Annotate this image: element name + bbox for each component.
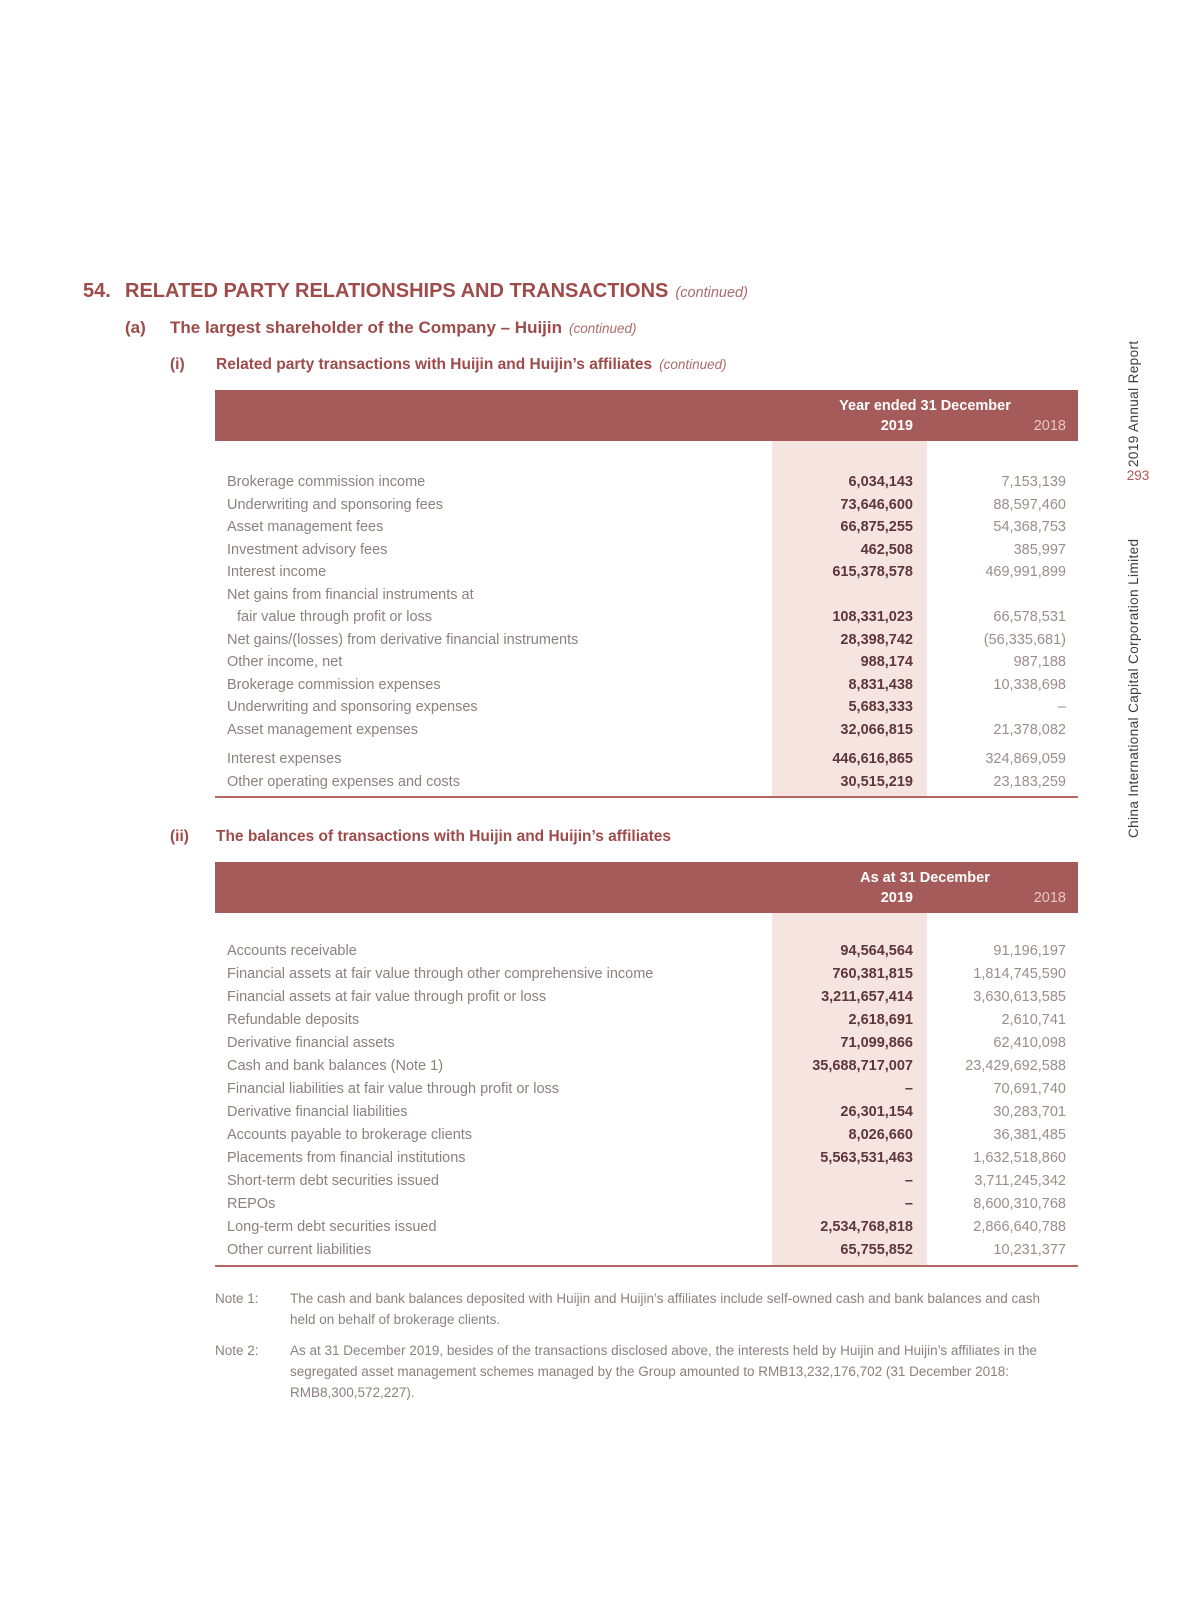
value-2018: 385,997 [1013,541,1066,558]
value-2018: 21,378,082 [993,721,1066,738]
table-row [215,1009,1078,1032]
table-row [215,494,1078,517]
continued-label: (continued) [675,285,748,301]
value-2019: – [904,1173,913,1189]
page-number: 293 [1126,468,1150,483]
value-2019: 66,875,255 [840,519,913,535]
table-row [215,986,1078,1009]
value-2018: 1,632,518,860 [973,1150,1066,1166]
balances-table [215,862,1078,1267]
value-2019: 2,618,691 [848,1012,913,1028]
row-label: Short-term debt securities issued [227,1173,439,1189]
transactions-table-header [215,390,1078,441]
balances-rows [215,940,1078,1262]
table-row [215,1239,1078,1262]
value-2018: 23,183,259 [993,773,1066,790]
table-row [215,748,1078,771]
period-header: Year ended 31 December [839,398,1011,414]
value-2019: 615,378,578 [832,564,913,580]
row-label: Net gains/(losses) from derivative financial instruments [227,631,579,648]
value-2019: 26,301,154 [840,1104,913,1120]
year-columns [772,416,1078,436]
value-2019: – [904,1081,913,1097]
note-2 [215,1340,1060,1403]
value-2018: 8,600,310,768 [973,1196,1066,1212]
value-2019: 108,331,023 [832,609,913,625]
column-header-2018: 2018 [1033,418,1066,434]
table-row [215,1078,1078,1101]
subsection-a-number: (a) [125,318,146,337]
year-columns [772,888,1078,908]
value-2019: 65,755,852 [840,1242,913,1258]
table-row [215,651,1078,674]
value-2019: – [904,1196,913,1212]
value-2019: 73,646,600 [840,496,913,513]
value-2018 [927,584,1078,607]
section-number: 54. [83,280,111,302]
table-row [215,963,1078,986]
value-2019: 988,174 [860,654,913,670]
value-2018: 987,188 [1013,654,1066,670]
balances-table-body [215,913,1078,1267]
value-2018: 3,630,613,585 [973,989,1066,1005]
note-1-text: The cash and bank balances deposited with Huijin and Huijin’s affiliates include self-owned cash and bank balances and cash held on behalf of brokerage clients. [290,1291,1040,1327]
value-2018: 324,869,059 [985,751,1066,767]
value-2018: 10,231,377 [993,1242,1066,1258]
column-header-2018: 2018 [1033,890,1066,906]
value-2018: 7,153,139 [1001,474,1066,490]
balances-table-header [215,862,1078,913]
value-2019: 5,563,531,463 [820,1150,913,1166]
table-row [215,584,1078,607]
period-header: As at 31 December [860,870,990,886]
column-header-2019: 2019 [880,890,913,906]
value-2018: 10,338,698 [993,676,1066,693]
value-2018: 88,597,460 [993,496,1066,513]
row-label: Derivative financial assets [227,1035,395,1051]
row-label: Accounts receivable [227,943,357,959]
value-2019: 446,616,865 [832,751,913,767]
value-2018: 70,691,740 [993,1081,1066,1097]
value-2019: 32,066,815 [840,721,913,738]
value-2019: 8,026,660 [848,1127,913,1143]
table-row [215,1124,1078,1147]
table-row [215,674,1078,697]
table-row [215,1147,1078,1170]
table-row [215,1101,1078,1124]
row-label: Other current liabilities [227,1242,372,1258]
row-label: Financial assets at fair value through other comprehensive income [227,966,654,982]
table-row [215,606,1078,629]
table-row [215,1055,1078,1078]
row-label: Asset management fees [227,519,384,535]
continued-label: (continued) [659,357,727,372]
subsection-a-title: The largest shareholder of the Company – Huijin (continued) [170,318,637,337]
value-2018: 469,991,899 [985,564,1066,580]
subsection-ii-heading [170,827,671,847]
value-2018: 2,610,741 [1001,1012,1066,1028]
table-row [215,940,1078,963]
value-2018: 2,866,640,788 [973,1219,1066,1235]
subsection-ii-number: (ii) [170,828,189,845]
table-row [215,1193,1078,1216]
row-label: Other income, net [227,654,343,670]
subsection-i-number: (i) [170,356,185,373]
row-label: fair value through profit or loss [237,609,433,625]
row-label: Investment advisory fees [227,541,388,558]
row-label: Underwriting and sponsoring fees [227,496,444,513]
section-title: RELATED PARTY RELATIONSHIPS AND TRANSACTIONS (continued) [125,280,748,302]
table-row [215,1032,1078,1055]
subsection-i-title: Related party transactions with Huijin and Huijin’s affiliates (continued) [216,356,727,373]
row-label: Underwriting and sponsoring expenses [227,699,478,715]
row-label: Cash and bank balances (Note 1) [227,1058,444,1074]
sidebar-annual-report-label: 2019 Annual Report [1126,340,1141,467]
value-2018: 91,196,197 [993,943,1066,959]
value-2019 [772,584,927,607]
table-row [215,1216,1078,1239]
note-1 [215,1288,1060,1330]
table-row [215,471,1078,494]
value-2019: 5,683,333 [848,699,913,715]
value-2019: 760,381,815 [832,966,913,982]
row-label: Derivative financial liabilities [227,1104,408,1120]
value-2019: 35,688,717,007 [812,1058,913,1074]
note-1-label: Note 1: [215,1291,259,1306]
row-label: Accounts payable to brokerage clients [227,1127,473,1143]
column-header-2019: 2019 [880,418,913,434]
subsection-a-heading [125,317,637,340]
table-row [215,696,1078,719]
transactions-table-body [215,441,1078,798]
transactions-table [215,390,1078,798]
value-2019: 8,831,438 [848,676,913,693]
row-label: Brokerage commission expenses [227,676,441,693]
table-row [215,629,1078,652]
row-label: REPOs [227,1196,276,1212]
section-heading [83,279,748,305]
row-label: Other operating expenses and costs [227,773,460,790]
row-label: Financial assets at fair value through profit or loss [227,989,547,1005]
table-row [215,1170,1078,1193]
row-label: Placements from financial institutions [227,1150,466,1166]
value-2019: 2,534,768,818 [820,1219,913,1235]
value-2019: 28,398,742 [840,631,913,648]
table-row [215,561,1078,584]
value-2019: 30,515,219 [840,773,913,790]
value-2018: 23,429,692,588 [965,1058,1066,1074]
subsection-ii-title: The balances of transactions with Huijin and Huijin’s affiliates [216,828,672,845]
value-2018: 54,368,753 [993,519,1066,535]
value-2018: – [1057,699,1066,715]
value-2018: 3,711,245,342 [974,1173,1066,1189]
row-label: Net gains from financial instruments at [227,586,474,603]
table-row [215,719,1078,742]
value-2018: 62,410,098 [993,1035,1066,1051]
row-label: Financial liabilities at fair value through profit or loss [227,1081,560,1097]
value-2019: 94,564,564 [840,943,913,959]
row-label: Refundable deposits [227,1012,360,1028]
row-label: Long-term debt securities issued [227,1219,437,1235]
value-2018: 36,381,485 [993,1127,1066,1143]
subsection-i-heading [170,355,727,375]
row-label: Brokerage commission income [227,474,426,490]
value-2019: 6,034,143 [848,474,913,490]
table-row [215,516,1078,539]
value-2018: (56,335,681) [983,631,1066,648]
row-label: Interest income [227,564,327,580]
value-2019: 71,099,866 [840,1035,913,1051]
note-2-text: As at 31 December 2019, besides of the transactions disclosed above, the interests held by Huijin and Huijin’s affiliates in the segregated asset management schemes managed by the Group amounted to RMB13,232,176,702 (31 December 2018: RMB8,300,572,227). [290,1343,1037,1400]
table-row [215,771,1078,794]
continued-label: (continued) [569,321,637,336]
row-label: Interest expenses [227,751,342,767]
value-2019: 462,508 [860,541,913,558]
value-2019: 3,211,657,414 [821,989,913,1005]
table-row [215,539,1078,562]
value-2018: 66,578,531 [993,609,1066,625]
note-2-label: Note 2: [215,1343,259,1358]
sidebar-company-name: China International Capital Corporation Limited [1126,538,1141,838]
value-2018: 30,283,701 [993,1104,1066,1120]
transactions-rows [215,471,1078,793]
row-label: Asset management expenses [227,721,419,738]
value-2018: 1,814,745,590 [973,966,1066,982]
